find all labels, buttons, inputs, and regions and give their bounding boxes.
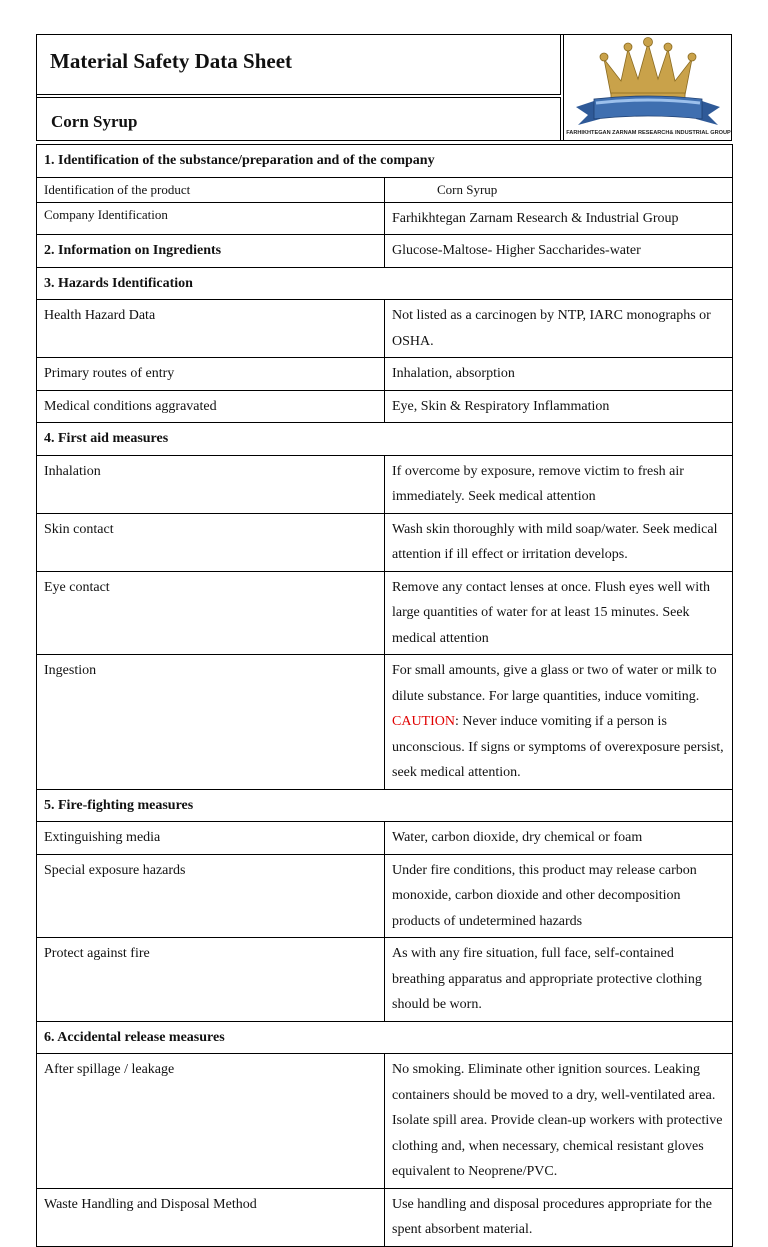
company-logo [563,35,732,141]
section-row [37,145,733,178]
row-label: Eye contact [37,571,385,655]
row-label: Extinguishing media [37,822,385,855]
product-name-box [37,97,561,141]
row-label: Ingestion [37,655,385,790]
document-title: Material Safety Data Sheet [50,49,293,73]
row-value: Eye, Skin & Respiratory Inflammation [385,390,733,423]
logo-caption: FARHIKHTEGAN ZARNAM RESEARCH& INDUSTRIAL GROUP [566,130,731,136]
table-row [37,938,733,1022]
section-heading: 4. First aid measures [37,423,733,456]
row-value: As with any fire situation, full face, self-contained breathing apparatus and appropriate protective clothing should be worn. [385,938,733,1022]
table-row [37,358,733,391]
msds-table [36,144,733,1247]
ingestion-text: For small amounts, give a glass or two of water or milk to dilute substance. For large quantities, induce vomiting. [392,663,717,704]
table-row [37,455,733,513]
section-heading: 3. Hazards Identification [37,267,733,300]
section-row [37,267,733,300]
row-value: Inhalation, absorption [385,358,733,391]
caution-text: : Never induce vomiting if a person is unconscious. If signs or symptoms of overexposure persist, seek medical attention. [392,714,724,780]
table-row [37,177,733,202]
row-value: Glucose-Maltose- Higher Saccharides-water [385,235,733,268]
document-header [36,34,732,141]
row-label: Identification of the product [37,177,385,202]
row-value: Under fire conditions, this product may release carbon monoxide, carbon dioxide and other decomposition products of undetermined hazards [385,854,733,938]
row-label: After spillage / leakage [37,1054,385,1189]
section-heading: 2. Information on Ingredients [37,235,385,268]
row-label: Company Identification [37,202,385,235]
table-row [37,300,733,358]
section-row [37,789,733,822]
table-row [37,822,733,855]
table-row [37,854,733,938]
row-label: Protect against fire [37,938,385,1022]
row-value [385,655,733,790]
row-value: Corn Syrup [385,177,733,202]
section-heading: 1. Identification of the substance/preparation and of the company [37,145,733,178]
row-value: If overcome by exposure, remove victim to fresh air immediately. Seek medical attention [385,455,733,513]
table-row [37,655,733,790]
section-heading: 5. Fire-fighting measures [37,789,733,822]
row-value: Farhikhtegan Zarnam Research & Industrial Group [385,202,733,235]
row-value: Not listed as a carcinogen by NTP, IARC monographs or OSHA. [385,300,733,358]
row-value: No smoking. Eliminate other ignition sources. Leaking containers should be moved to a dry, well-ventilated area. Isolate spill area. Provide clean-up workers with protective clothing and, when necessary, chemical resistant gloves equivalent to Neoprene/PVC. [385,1054,733,1189]
row-label: Primary routes of entry [37,358,385,391]
row-label: Special exposure hazards [37,854,385,938]
row-value: Water, carbon dioxide, dry chemical or foam [385,822,733,855]
section-row [37,423,733,456]
caution-label: CAUTION [392,714,455,729]
row-value: Use handling and disposal procedures appropriate for the spent absorbent material. [385,1188,733,1246]
row-value: Remove any contact lenses at once. Flush eyes well with large quantities of water for at least 15 minutes. Seek medical attention [385,571,733,655]
section-row [37,235,733,268]
table-row [37,390,733,423]
row-label: Skin contact [37,513,385,571]
section-row [37,1021,733,1054]
crown-logo-icon [566,37,731,139]
table-row [37,1188,733,1246]
table-row [37,1054,733,1189]
table-row [37,571,733,655]
title-box [37,35,561,95]
row-label: Health Hazard Data [37,300,385,358]
row-label: Medical conditions aggravated [37,390,385,423]
row-label: Inhalation [37,455,385,513]
table-row [37,202,733,235]
table-row [37,513,733,571]
row-value: Wash skin thoroughly with mild soap/water. Seek medical attention if ill effect or irritation develops. [385,513,733,571]
product-name: Corn Syrup [51,112,138,131]
section-heading: 6. Accidental release measures [37,1021,733,1054]
row-label: Waste Handling and Disposal Method [37,1188,385,1246]
